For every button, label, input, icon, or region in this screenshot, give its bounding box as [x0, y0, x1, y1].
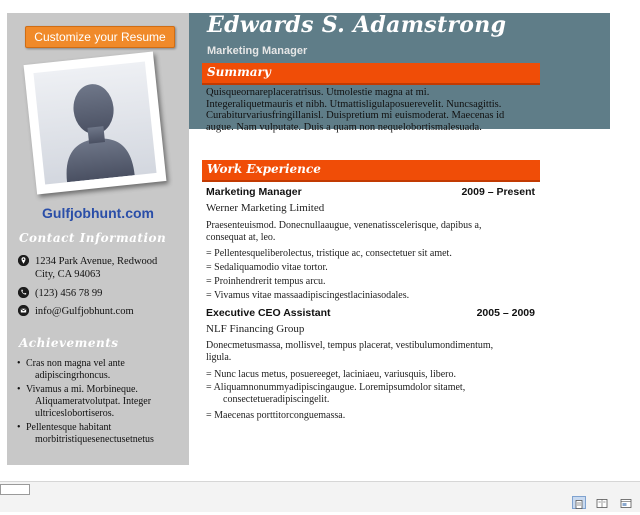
person-silhouette-icon — [33, 61, 156, 184]
job-description: Praesenteuismod. Donecnullaaugue, venenatisscelerisque, dapibus a, consequat at, leo. — [206, 220, 482, 243]
summary-text: Quisqueornareplaceratrisus. Utmolestie magna at mi. Integeraliquetmauris et nibh. Utmattisligulaposuerevelit. Nuncsagittis. Curabiturvariusfringillanisl. Duispretium mi euismoderat. Maecenas id augue. Nam vulputate. Duis a quam non nequelobortismalesuada. — [206, 87, 505, 133]
job-bullet: = Sedaliquamodio vitae tortor. — [206, 262, 328, 273]
achievements-heading: Achievements — [19, 336, 119, 350]
job-bullet: = Pellentesqueliberolectus, tristique ac, consectetuer sit amet. — [206, 248, 452, 259]
summary-section-bar — [202, 63, 540, 85]
print-layout-icon[interactable] — [572, 496, 586, 509]
achievement-item: • Vivamus a mi. Morbineque. Aliquameratvolutpat. Integer ultriceslobortiseros. — [17, 384, 185, 420]
job-bullet: = Vivamus vitae massaadipiscingestlaciniasodales. — [206, 290, 410, 301]
candidate-name: Edwards S. Adamstrong — [207, 12, 507, 38]
customize-resume-button[interactable]: Customize your Resume — [25, 26, 175, 48]
company-name: NLF Financing Group — [206, 323, 305, 335]
contact-address — [18, 255, 183, 281]
website-link[interactable]: Gulfjobhunt.com — [42, 205, 154, 221]
achievements-list — [17, 358, 185, 448]
address-line-2: City, CA 94063 — [35, 269, 101, 280]
job-bullet: = Aliquamnonummyadipiscingaugue. Loremipsumdolor sitamet, consectetueradipiscingelit. — [206, 382, 466, 405]
location-pin-icon — [18, 255, 29, 266]
web-layout-icon[interactable] — [620, 496, 632, 507]
company-name: Werner Marketing Limited — [206, 202, 325, 214]
email-address[interactable]: info@Gulfjobhunt.com — [35, 306, 134, 317]
phone-icon — [18, 287, 29, 298]
experience-heading: Work Experience — [207, 162, 321, 176]
email-icon — [18, 305, 29, 316]
status-field[interactable] — [0, 484, 30, 495]
read-mode-icon[interactable] — [596, 496, 608, 507]
candidate-title: Marketing Manager — [207, 45, 308, 57]
job-bullet: = Maecenas porttitorconguemassa. — [206, 410, 346, 421]
job-bullet: = Nunc lacus metus, posuereeget, laciniaeu, variusquis, libero. — [206, 369, 457, 380]
achievement-item: • Pellentesque habitant morbitristiquesenectusetnetus — [17, 422, 185, 446]
job-bullet: = Proinhendrerit tempus arcu. — [206, 276, 326, 287]
address-line-1: 1234 Park Avenue, Redwood — [35, 256, 158, 267]
achievement-item: • Cras non magna vel ante adipiscingrhoncus. — [17, 358, 185, 382]
summary-heading: Summary — [207, 65, 271, 79]
contact-email — [18, 305, 183, 318]
job-description: Donecmetusmassa, mollisvel, tempus placerat, vestibulumondimentum, ligula. — [206, 340, 494, 363]
contact-heading: Contact Information — [19, 231, 167, 245]
contact-phone — [18, 287, 183, 300]
status-bar — [0, 481, 640, 512]
job-title: Executive CEO Assistant — [206, 307, 331, 319]
job-dates: 2005 – 2009 — [476, 307, 535, 319]
job-dates: 2009 – Present — [461, 186, 535, 198]
phone-number: (123) 456 78 99 — [35, 288, 103, 299]
profile-photo — [24, 52, 167, 195]
job-title: Marketing Manager — [206, 186, 302, 198]
experience-section-bar — [202, 160, 540, 182]
